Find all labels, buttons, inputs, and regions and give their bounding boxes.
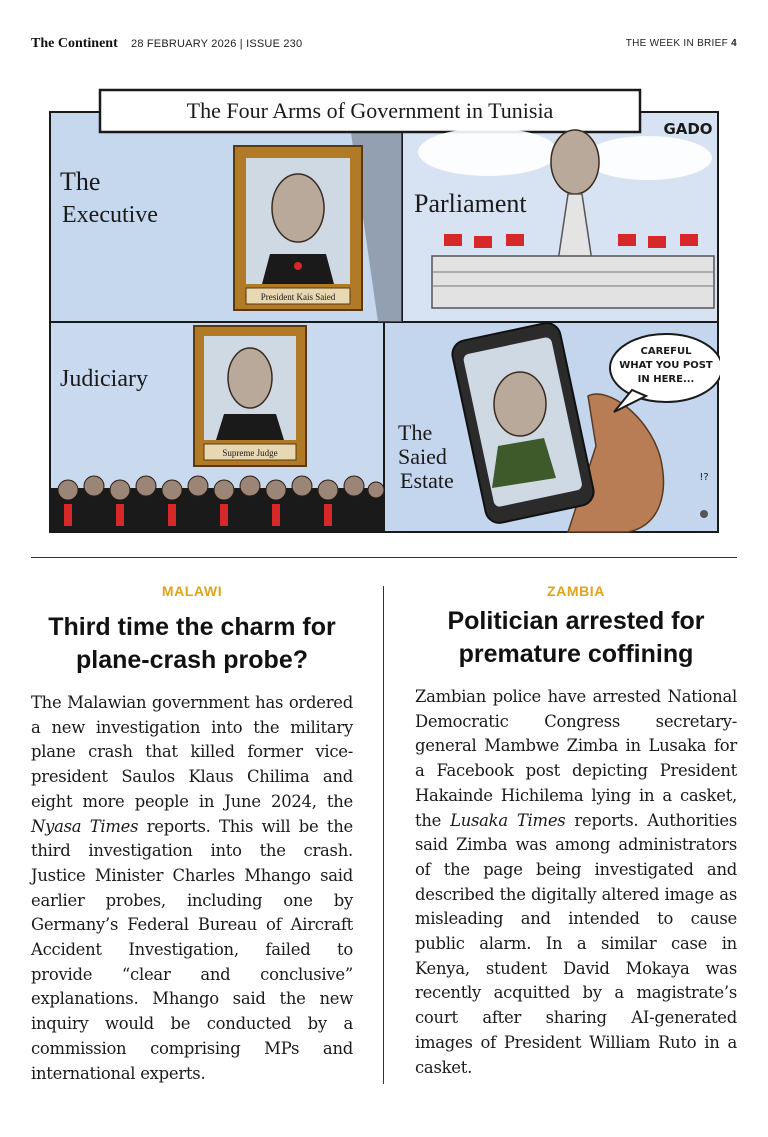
page-header — [31, 36, 737, 54]
article-body-part-1: Zambian police have arrested National Democratic Congress secretary-general Mambwe Zimba in Lusaka for a Facebook post depicting President Hakainde Hichilema lying in a casket, the — [415, 687, 737, 830]
article-zambia — [415, 580, 737, 1080]
article-body-part-1: The Malawian government has ordered a new investigation into the military plane crash that killed former vice-president Saulos Klaus Chilima and eight more people in June 2024, the — [31, 693, 353, 811]
small-exclamation: !? — [699, 472, 709, 483]
executive-head — [272, 174, 324, 242]
cartoon-title: The Four Arms of Government in Tunisia — [186, 98, 554, 123]
article-malawi — [31, 580, 353, 1086]
judge-robe — [216, 414, 284, 440]
label-judiciary: Judiciary — [60, 366, 148, 392]
publication-name: The Continent — [31, 36, 118, 51]
article-headline: Politician arrested for premature coffining — [447, 607, 705, 668]
label-saied: Saied — [398, 444, 447, 469]
page-number: 4 — [731, 38, 737, 49]
column-divider — [383, 586, 384, 1084]
label-the-estate: The — [398, 420, 433, 445]
article-body-part-2: reports. This will be the third investigation into the crash. Justice Minister Charles Mhango said earlier probes, including one by Germany’s Federal Bureau of Aircraft Accident Investigation, failed to provide “clear and conclusive” explanations. Mhango said the new inquiry would be conducted by a commission comprising MPs and international experts. — [31, 816, 353, 1083]
phone-face — [494, 372, 546, 436]
executive-plaque-text: President Kais Saied — [260, 292, 336, 302]
editorial-cartoon — [48, 86, 720, 534]
tiny-figure — [700, 510, 708, 518]
label-estate: Estate — [400, 468, 454, 493]
cartoonist-signature: GADO — [663, 120, 713, 138]
article-kicker: MALAWI — [161, 583, 223, 599]
label-executive: Executive — [62, 202, 158, 228]
parliament-building — [432, 256, 714, 308]
executive-rosette — [294, 262, 302, 270]
cloud-right — [584, 136, 712, 180]
speech-line-1: CAREFUL — [640, 346, 692, 357]
article-headline: Third time the charm for plane-crash probe? — [48, 613, 336, 674]
article-source: Nyasa Times — [31, 816, 139, 836]
section-rule — [31, 557, 737, 558]
section-name: THE WEEK IN BRIEF — [625, 38, 729, 49]
issue-date: 28 FEBRUARY 2026 | ISSUE 230 — [131, 38, 303, 50]
label-parliament: Parliament — [414, 189, 527, 218]
judiciary-plaque-text: Supreme Judge — [222, 448, 278, 458]
cloud-left — [418, 128, 558, 176]
judge-head — [228, 348, 272, 408]
article-body — [415, 685, 737, 1080]
parliament-head — [551, 130, 599, 194]
speech-line-2: WHAT YOU POST — [619, 360, 713, 371]
cartoon-illustration — [48, 86, 720, 534]
article-body-part-2: reports. Authorities said Zimba was among administrators of the page being investigated and described the digitally altered image as misleading and intended to cause public alarm. In a similar case in Kenya, student David Mokaya was recently acquitted by a magistrate’s court after sharing AI-generated images of President William Ruto in a casket. — [415, 810, 737, 1077]
article-source: Lusaka Times — [450, 810, 566, 830]
label-the: The — [60, 167, 101, 196]
article-kicker: ZAMBIA — [546, 583, 606, 599]
article-body — [31, 691, 353, 1086]
speech-line-3: IN HERE... — [637, 374, 695, 385]
section-label — [626, 38, 737, 49]
